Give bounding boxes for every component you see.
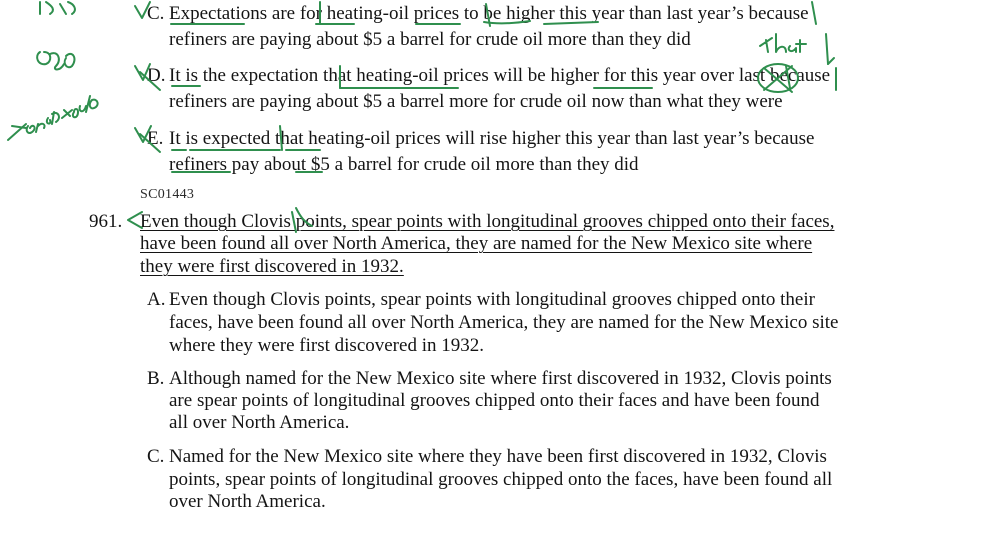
option-text-line: Although named for the New Mexico site where first discovered in 1932, Clovis points [169,368,832,389]
option-text-line: refiners are paying about $5 a barrel for crude oil more than they did [169,29,691,50]
margin-note-top [40,2,75,14]
option-text-line: points, spear points of longitudinal grooves chipped onto the faces, have been found all [169,469,833,490]
option-text-line: Named for the New Mexico site where they have been first discovered in 1932, Clovis [169,446,827,467]
stem-line: they were first discovered in 1932. [140,256,404,277]
option-text-line: refiners pay about $5 a barrel for crude oil more than they did [169,154,639,175]
stem-line: Even though Clovis points, spear points with longitudinal grooves chipped onto their faces, [140,211,835,232]
option-text-line: over North America. [169,491,326,512]
option-text-line: It is expected that heating-oil prices will rise higher this year than last year’s because [169,128,815,149]
margin-note-middle [37,52,74,70]
option-text-line: all over North America. [169,412,350,433]
option-letter: A. [147,289,166,310]
option-letter: C. [147,3,165,24]
question-number: 961. [89,211,123,232]
option-letter: D. [147,65,166,86]
option-text-line: faces, have been found all over North America, they are named for the New Mexico site [169,312,839,333]
option-text-line: Even though Clovis points, spear points with longitudinal grooves chipped onto their [169,289,815,310]
stem-line: have been found all over North America, they are named for the New Mexico site where [140,233,813,254]
option-letter: C. [147,446,165,467]
option-text-line: are spear points of longitudinal grooves chipped onto their faces and have been found [169,390,820,411]
option-text-line: It is the expectation that heating-oil prices will be higher for this year over last because [169,65,831,86]
option-letter: B. [147,368,165,389]
margin-note-forsb-to-do [8,96,98,140]
question-code: SC01443 [140,187,195,202]
margin-note-that [760,34,806,52]
option-text-line: refiners are paying about $5 a barrel more for crude oil now than what they were [169,91,783,112]
option-letter: E. [147,128,164,149]
option-text-line: where they were first discovered in 1932. [169,335,484,356]
option-text-line: Expectations are for heating-oil prices to be higher this year than last year’s because [169,3,809,24]
